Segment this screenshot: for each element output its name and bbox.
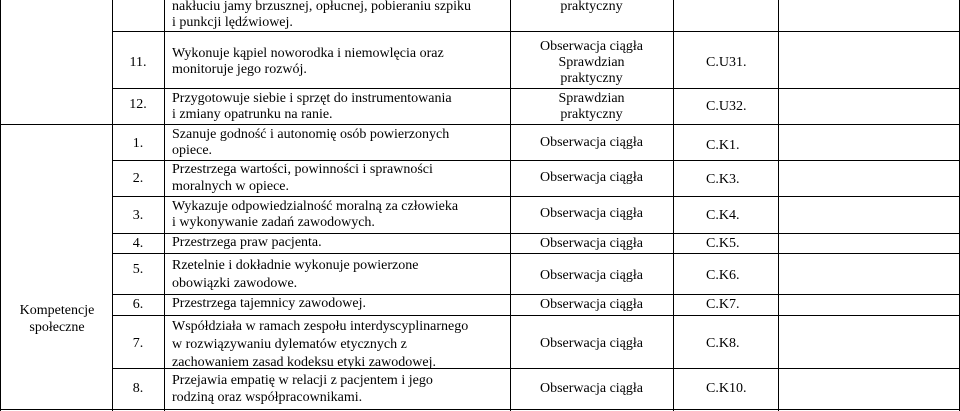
- table-border-bottom: [0, 409, 960, 410]
- category-label: Kompetencje społeczne: [19, 303, 95, 335]
- learning-outcome-code: C.K3.: [706, 172, 740, 187]
- row-number: 5.: [132, 262, 144, 277]
- assessment-method: Sprawdzian: [558, 55, 625, 70]
- column-divider: [164, 0, 165, 411]
- row-divider: [112, 31, 960, 32]
- assessment-method: Obserwacja ciągła: [540, 268, 643, 283]
- description-line: Przestrzega tajemnicy zawodowej.: [172, 296, 366, 311]
- row-number: 3.: [132, 208, 144, 223]
- description-line: zachowaniem zasad kodeksu etyki zawodowej.: [172, 355, 436, 370]
- assessment-method: Obserwacja ciągła: [540, 236, 643, 251]
- assessment-method: Sprawdzian: [558, 91, 625, 106]
- assessment-method: Obserwacja ciągła: [540, 206, 643, 221]
- learning-outcome-code: C.K1.: [706, 138, 740, 153]
- assessment-method: praktyczny: [560, 107, 623, 122]
- row-divider: [112, 233, 960, 234]
- row-divider: [112, 315, 960, 316]
- row-number: 1.: [132, 136, 144, 151]
- description-line: w rozwiązywaniu dylematów etycznych z: [172, 337, 407, 352]
- assessment-method: Obserwacja ciągła: [540, 381, 643, 396]
- row-divider: [112, 88, 960, 89]
- description-line: nakłuciu jamy brzusznej, opłucnej, pobieraniu szpiku: [172, 0, 471, 14]
- learning-outcome-code: C.U31.: [706, 55, 747, 70]
- description-line: Wykazuje odpowiedzialność moralną za człowieka: [172, 199, 459, 214]
- learning-outcome-code: C.K7.: [706, 297, 740, 312]
- description-line: monitoruje jego rozwój.: [172, 62, 307, 77]
- description-line: Współdziała w ramach zespołu interdyscyplinarnego: [172, 319, 469, 334]
- description-line: Przejawia empatię w relacji z pacjentem i jego: [172, 373, 433, 388]
- row-number: 8.: [132, 381, 144, 396]
- description-line: moralnych w opiece.: [172, 179, 290, 194]
- description-line: Rzetelnie i dokładnie wykonuje powierzone: [172, 258, 419, 273]
- description-line: Szanuje godność i autonomię osób powierzonych: [172, 127, 450, 142]
- assessment-method: Obserwacja ciągła: [540, 135, 643, 150]
- section-divider: [0, 124, 960, 125]
- description-line: obowiązki zawodowe.: [172, 276, 298, 291]
- row-number: 6.: [132, 297, 144, 312]
- assessment-method: Obserwacja ciągła: [540, 170, 643, 185]
- row-number: 2.: [132, 171, 144, 186]
- assessment-method: Obserwacja ciągła: [540, 39, 643, 54]
- row-number: 7.: [132, 336, 144, 351]
- column-divider: [778, 0, 779, 411]
- description-line: Przygotowuje siebie i sprzęt do instrumentowania: [172, 91, 452, 106]
- learning-outcome-code: C.K10.: [706, 381, 747, 396]
- assessment-method: praktyczny: [560, 0, 623, 14]
- description-line: rodziną oraz współpracownikami.: [172, 390, 363, 405]
- row-number: 12.: [129, 97, 147, 112]
- row-divider: [112, 196, 960, 197]
- learning-outcome-code: C.K8.: [706, 336, 740, 351]
- learning-outcome-code: C.U32.: [706, 99, 747, 114]
- assessment-method: praktyczny: [560, 71, 623, 86]
- learning-outcome-code: C.K6.: [706, 268, 740, 283]
- assessment-method: Obserwacja ciągła: [540, 297, 643, 312]
- row-divider: [112, 253, 960, 254]
- row-divider: [112, 160, 960, 161]
- assessment-method: Obserwacja ciągła: [540, 336, 643, 351]
- column-divider: [673, 0, 674, 411]
- learning-outcome-code: C.K4.: [706, 208, 740, 223]
- row-divider: [112, 294, 960, 295]
- row-number: 4.: [132, 236, 144, 251]
- description-line: Przestrzega wartości, powinności i sprawności: [172, 162, 433, 177]
- description-line: Wykonuje kąpiel noworodka i niemowlęcia oraz: [172, 46, 444, 61]
- description-line: i wykonywanie zadań zawodowych.: [172, 215, 375, 230]
- description-line: opiece.: [172, 143, 213, 158]
- description-line: i zmiany opatrunku na ranie.: [172, 107, 333, 122]
- description-line: Przestrzega praw pacjenta.: [172, 235, 322, 250]
- description-line: i punkcji lędźwiowej.: [172, 15, 293, 30]
- learning-outcome-code: C.K5.: [706, 236, 740, 251]
- row-number: 11.: [129, 55, 147, 70]
- table-border-left: [0, 0, 1, 411]
